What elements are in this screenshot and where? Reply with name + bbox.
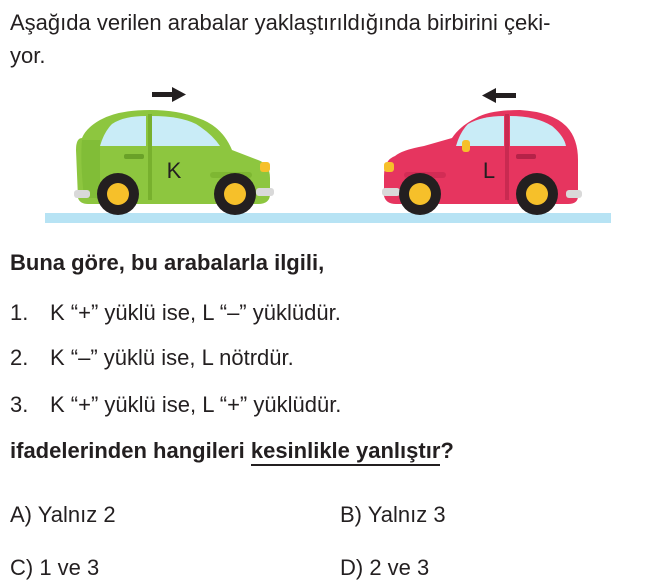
statement-1 bbox=[10, 300, 341, 326]
ground bbox=[45, 213, 611, 223]
car-k bbox=[74, 110, 274, 215]
arrow-left-icon bbox=[482, 88, 516, 103]
car-l bbox=[382, 110, 582, 215]
cars-figure bbox=[0, 80, 652, 230]
question-intro bbox=[10, 6, 640, 72]
statement-2 bbox=[10, 345, 294, 371]
ask-suffix: ? bbox=[440, 438, 454, 463]
arrow-right-icon bbox=[152, 87, 186, 102]
statement-text: K “–” yüklü ise, L nötrdür. bbox=[50, 345, 294, 370]
car-k-label: K bbox=[166, 158, 182, 183]
statement-number: 3. bbox=[10, 392, 29, 417]
question-lead: Buna göre, bu arabalarla ilgili, bbox=[10, 250, 325, 275]
statement-number: 2. bbox=[10, 345, 29, 370]
ask-underlined: kesinlikle yanlıştır bbox=[251, 438, 441, 466]
option-d[interactable]: D) 2 ve 3 bbox=[340, 555, 430, 580]
statement-3 bbox=[10, 392, 341, 418]
option-a[interactable]: A) Yalnız 2 bbox=[10, 502, 116, 527]
question-intro-line-1: Aşağıda verilen arabalar yaklaştırıldığında birbirini çeki- bbox=[10, 10, 551, 35]
statement-text: K “+” yüklü ise, L “–” yüklüdür. bbox=[50, 300, 341, 325]
ask-prefix: ifadelerinden hangileri bbox=[10, 438, 251, 463]
question-intro-line-2: yor. bbox=[10, 43, 46, 68]
option-b[interactable]: B) Yalnız 3 bbox=[340, 502, 446, 527]
question-ask bbox=[10, 438, 454, 464]
option-c[interactable]: C) 1 ve 3 bbox=[10, 555, 100, 580]
car-l-label: L bbox=[482, 158, 496, 183]
statement-number: 1. bbox=[10, 300, 29, 325]
statement-text: K “+” yüklü ise, L “+” yüklüdür. bbox=[50, 392, 342, 417]
